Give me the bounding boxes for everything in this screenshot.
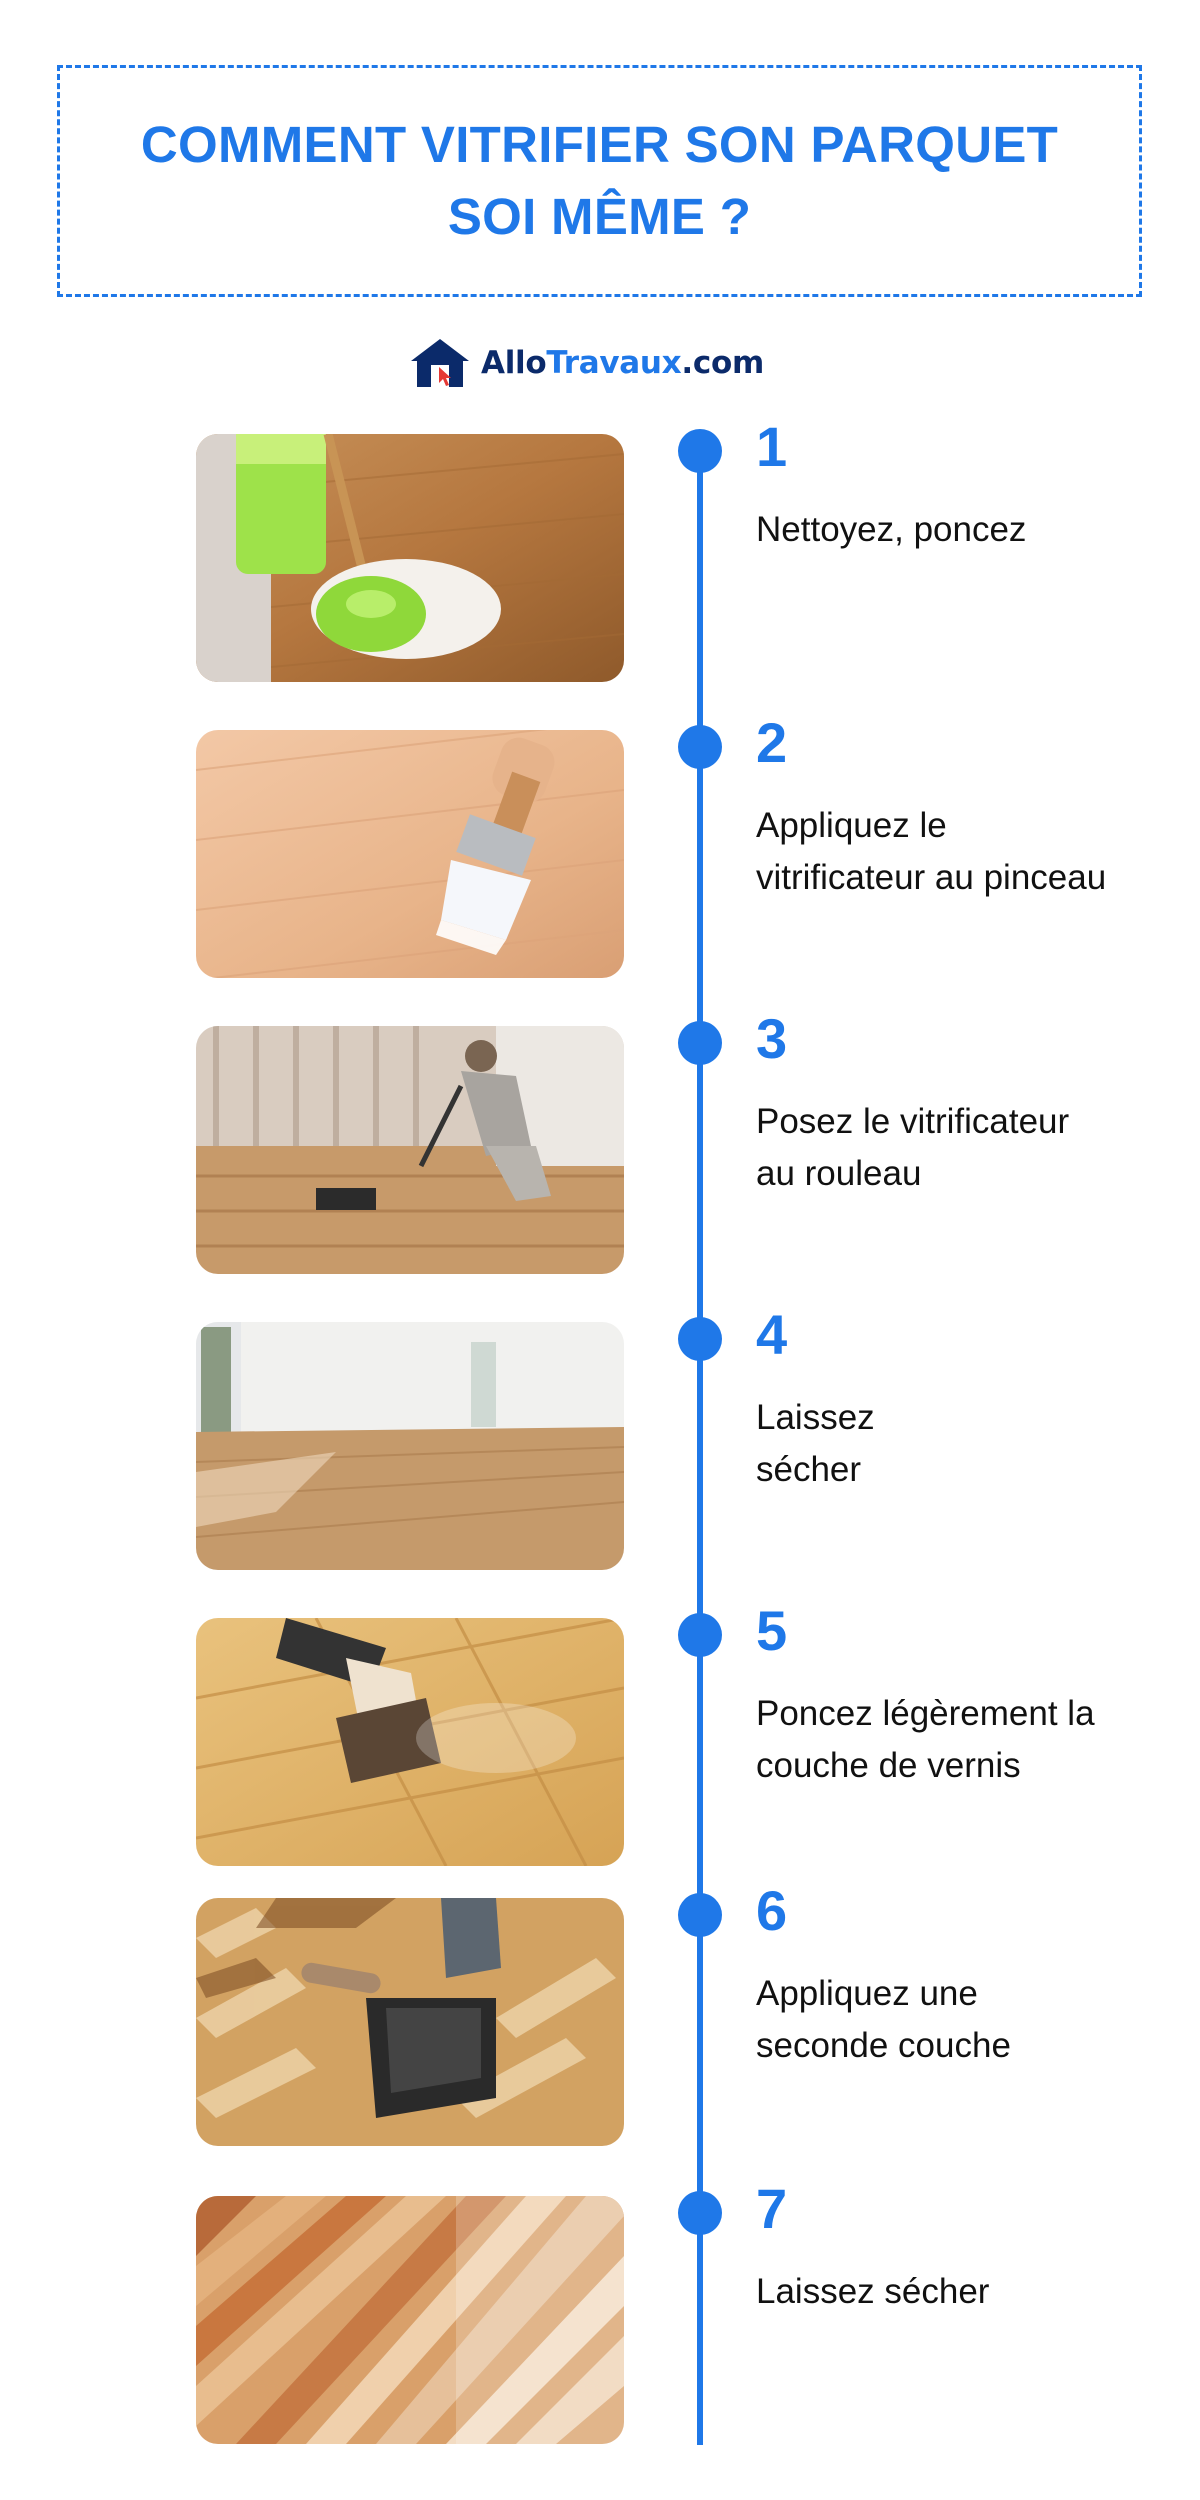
empty-room-drying-photo [196, 1322, 624, 1570]
title-box [57, 65, 1142, 297]
step-3-number: 3 [756, 1007, 788, 1070]
step-4-text: Laissez sécher [756, 1398, 875, 1489]
house-cursor-logo-icon [409, 337, 471, 389]
step-5-text: Poncez légèrement la couche de vernis [756, 1694, 1095, 1785]
step-1 [0, 415, 1200, 684]
step-5 [0, 1599, 1200, 1868]
step-6 [0, 1879, 1200, 2148]
title-line-1: COMMENT VITRIFIER SON PARQUET [140, 116, 1059, 173]
step-7-dot [678, 2191, 722, 2235]
roller-tray-second-coat-photo [196, 1898, 624, 2146]
step-4-number: 4 [756, 1303, 788, 1366]
step-5-number: 5 [756, 1599, 788, 1662]
brand-logo [409, 335, 764, 391]
step-3-dot [678, 1021, 722, 1065]
step-3-text: Posez le vitrificateur au rouleau [756, 1102, 1070, 1193]
step-7 [0, 2177, 1200, 2446]
step-5-dot [678, 1613, 722, 1657]
step-6-text: Appliquez une seconde couche [756, 1974, 1011, 2065]
step-2-text: Appliquez le vitrificateur au pinceau [756, 806, 1107, 897]
step-1-number: 1 [756, 415, 788, 478]
brand-name: AlloTravaux.com [481, 345, 764, 381]
title-line-2: SOI MÊME ? [447, 188, 752, 245]
step-6-dot [678, 1893, 722, 1937]
step-2-number: 2 [756, 711, 788, 774]
brush-varnishing-photo [196, 730, 624, 978]
step-7-number: 7 [756, 2177, 788, 2240]
mop-cleaning-floor-photo [196, 434, 624, 682]
step-6-number: 6 [756, 1879, 788, 1942]
step-7-text: Laissez sécher [756, 2272, 990, 2311]
step-1-dot [678, 429, 722, 473]
step-2-dot [678, 725, 722, 769]
step-1-text: Nettoyez, poncez [756, 510, 1027, 549]
step-2 [0, 711, 1200, 980]
step-4-dot [678, 1317, 722, 1361]
sanding-block-photo [196, 1618, 624, 1866]
herringbone-parquet-photo [196, 2196, 624, 2444]
page-title [141, 109, 1058, 253]
step-4 [0, 1303, 1200, 1572]
worker-rolling-varnish-photo [196, 1026, 624, 1274]
step-3 [0, 1007, 1200, 1276]
